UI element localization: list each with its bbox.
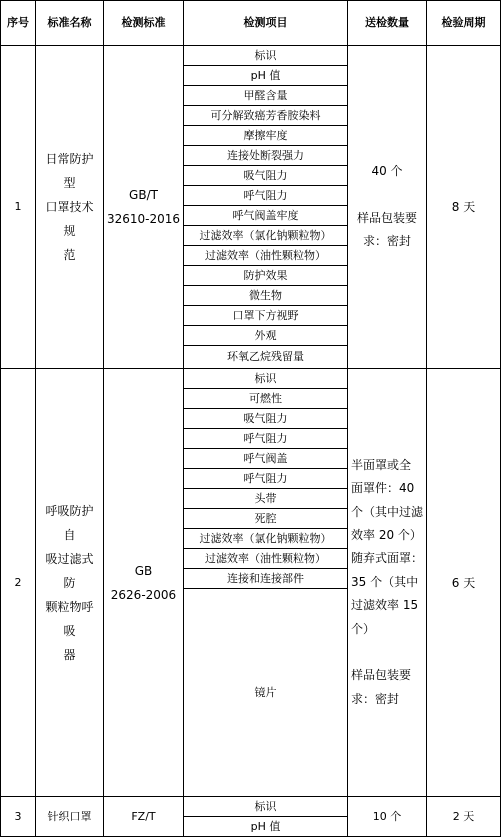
test-item: 标识: [184, 369, 348, 389]
qty-line: 半面罩或全: [351, 457, 412, 472]
test-item: 微生物: [184, 286, 348, 306]
test-item: 外观: [184, 326, 348, 346]
row-period: 8 天: [427, 46, 501, 369]
test-item: pH 值: [184, 817, 348, 837]
name-line: 范: [63, 248, 76, 262]
row-period: 6 天: [427, 369, 501, 797]
test-item: 环氧乙烷残留量: [184, 346, 348, 369]
test-item: 过滤效率（油性颗粒物）: [184, 246, 348, 266]
test-item: 呼气阻力: [184, 186, 348, 206]
qty-line: 求：密封: [362, 234, 411, 249]
qty-line: 过滤效率 15: [351, 598, 419, 613]
table-row: [1, 46, 501, 66]
test-item: 可燃性: [184, 389, 348, 409]
test-item: 死腔: [184, 509, 348, 529]
row-no: 2: [1, 369, 36, 797]
qty-line: 35 个（其中: [351, 574, 419, 589]
test-item: 呼气阀盖: [184, 449, 348, 469]
test-item: 甲醛含量: [184, 86, 348, 106]
qty-line: 样品包装要: [351, 668, 412, 683]
header-period: 检验周期: [427, 1, 501, 46]
row-no: 1: [1, 46, 36, 369]
name-line: 颗粒物呼吸: [45, 599, 94, 638]
std-line: 2626-2006: [110, 587, 177, 602]
name-line: 吸过滤式防: [45, 551, 94, 590]
qty-line: 个（其中过滤: [351, 504, 424, 519]
test-item: 可分解致癌芳香胺染料: [184, 106, 348, 126]
header-sample-qty: 送检数量: [348, 1, 427, 46]
test-item: 过滤效率（油性颗粒物）: [184, 549, 348, 569]
test-item: 标识: [184, 797, 348, 817]
name-line: 口罩技术规: [45, 200, 94, 238]
qty-line: 40 个: [371, 164, 403, 179]
std-line: GB/T: [129, 188, 158, 202]
test-item: 呼气阻力: [184, 429, 348, 449]
header-test-items: 检测项目: [184, 1, 348, 46]
test-item: 口罩下方视野: [184, 306, 348, 326]
test-item: 连接和连接部件: [184, 569, 348, 589]
table-header-row: [1, 1, 501, 46]
table-row: [1, 369, 501, 389]
qty-line: 效率 20 个）: [351, 528, 422, 543]
test-item: 连接处断裂强力: [184, 146, 348, 166]
test-item: 镜片: [184, 589, 348, 797]
header-no: 序号: [1, 1, 36, 46]
row-period: 2 天: [427, 797, 501, 837]
row-no: 3: [1, 797, 36, 837]
row-sample-qty: [348, 46, 427, 369]
test-item: 过滤效率（氯化钠颗粒物）: [184, 226, 348, 246]
std-line: 32610-2016: [106, 212, 181, 226]
test-item: 过滤效率（氯化钠颗粒物）: [184, 529, 348, 549]
test-item: 标识: [184, 46, 348, 66]
header-standard-name: 标准名称: [36, 1, 104, 46]
test-item: 头带: [184, 489, 348, 509]
row-standard-name: [36, 369, 104, 797]
name-line: 呼吸防护 自: [45, 503, 94, 542]
test-item: 呼气阀盖牢度: [184, 206, 348, 226]
qty-line: 样品包装要: [356, 211, 417, 225]
qty-line: 随弃式面罩：: [351, 551, 424, 566]
row-standard-name: 针织口罩: [36, 797, 104, 837]
std-line: GB: [134, 563, 153, 578]
row-test-standard: FZ/T: [104, 797, 184, 837]
test-item: 呼气阻力: [184, 469, 348, 489]
qty-line: 面罩件：40: [351, 481, 415, 496]
test-item: 防护效果: [184, 266, 348, 286]
name-line: 器: [63, 647, 76, 662]
table-row: [1, 797, 501, 817]
row-sample-qty: 10 个: [348, 797, 427, 837]
header-test-standard: 检测标准: [104, 1, 184, 46]
test-item: 摩擦牢度: [184, 126, 348, 146]
qty-line: 个）: [351, 621, 376, 636]
test-item: 吸气阻力: [184, 409, 348, 429]
qty-line: [351, 184, 423, 207]
row-standard-name: [36, 46, 104, 369]
test-item: 吸气阻力: [184, 166, 348, 186]
qty-line: 求：密封: [351, 691, 400, 706]
row-test-standard: [104, 46, 184, 369]
qty-line: [351, 641, 423, 664]
row-sample-qty: [348, 369, 427, 797]
row-test-standard: [104, 369, 184, 797]
test-item: pH 值: [184, 66, 348, 86]
name-line: 日常防护型: [45, 152, 94, 190]
